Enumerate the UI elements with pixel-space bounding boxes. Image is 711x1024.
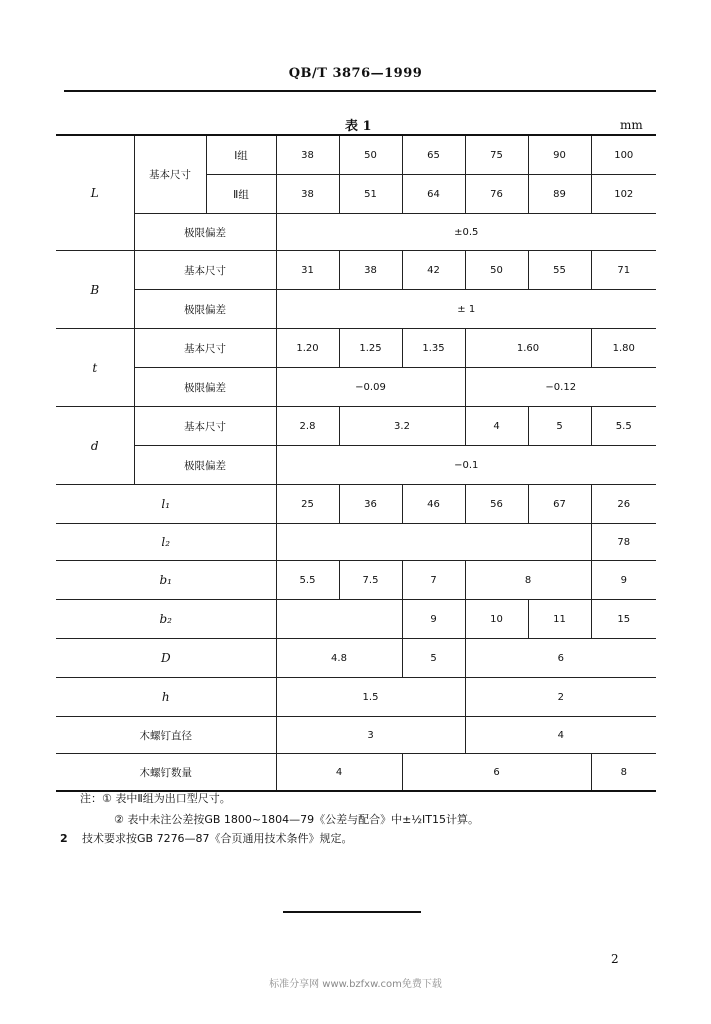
standard-code-header: QB/T 3876—1999 [288,66,423,81]
table-cell: 50 [339,135,402,175]
group1-label: Ⅰ组 [206,135,276,175]
table-cell: 5 [402,639,465,678]
table-cell: 31 [276,251,339,290]
table-cell: 100 [591,135,656,175]
table-row [56,678,656,717]
table-cell: 1.20 [276,329,339,368]
label-D: D [56,639,276,678]
B-deviation-label: 极限偏差 [134,290,276,329]
table-row [56,754,656,792]
table-cell: 4 [465,717,656,754]
table-row [56,251,656,290]
table-row [56,329,656,368]
section-2 [60,830,353,846]
table-cell: 2.8 [276,407,339,446]
table-cell: 15 [591,600,656,639]
L-deviation: ±0.5 [276,214,656,251]
t-deviation-label: 极限偏差 [134,368,276,407]
table-cell: 9 [402,600,465,639]
table-cell: 10 [465,600,528,639]
table-cell: 1.80 [591,329,656,368]
table-cell: 11 [528,600,591,639]
table-cell: 4.8 [276,639,402,678]
d-deviation-label: 极限偏差 [134,446,276,485]
table-cell: 4 [276,754,402,792]
table-cell: 26 [591,485,656,524]
L-deviation-label: 极限偏差 [134,214,276,251]
table-cell: 51 [339,175,402,214]
label-b2: b₂ [56,600,276,639]
table-cell: 25 [276,485,339,524]
t-deviation-a: −0.09 [276,368,465,407]
label-screw-diameter: 木螺钉直径 [56,717,276,754]
table-cell: 78 [591,524,656,561]
table-cell: 55 [528,251,591,290]
table-cell: 2 [465,678,656,717]
d-deviation: −0.1 [276,446,656,485]
table-row [56,639,656,678]
end-rule [283,911,421,913]
table-unit: mm [620,118,643,132]
d-basic-label: 基本尺寸 [134,407,276,446]
table-cell: 42 [402,251,465,290]
table-cell: 1.5 [276,678,465,717]
page-number: 2 [611,952,619,966]
table-cell: 4 [465,407,528,446]
table-cell: 38 [276,135,339,175]
table-cell: 56 [465,485,528,524]
symbol-d: d [56,407,134,485]
label-b1: b₁ [56,561,276,600]
table-notes [80,788,479,830]
table-row [56,407,656,446]
table-cell: 1.25 [339,329,402,368]
table-caption: 表 1 [345,119,372,134]
table-cell: 5.5 [591,407,656,446]
label-l1: l₁ [56,485,276,524]
table-cell: 71 [591,251,656,290]
table-cell: 8 [591,754,656,792]
label-l2: l₂ [56,524,276,561]
section-number: 2 [60,832,68,845]
table-cell: 89 [528,175,591,214]
table-cell: 90 [528,135,591,175]
watermark-footer: 标准分享网 www.bzfxw.com免费下载 [269,979,442,990]
table-cell: 9 [591,561,656,600]
table-row [56,368,656,407]
table-cell-empty [276,524,591,561]
B-basic-label: 基本尺寸 [134,251,276,290]
table-cell: 76 [465,175,528,214]
label-screw-count: 木螺钉数量 [56,754,276,792]
t-basic-label: 基本尺寸 [134,329,276,368]
table-cell: 67 [528,485,591,524]
table-cell: 1.60 [465,329,591,368]
table-row [56,446,656,485]
table-cell: 36 [339,485,402,524]
note-2: ② 表中未注公差按GB 1800~1804—79《公差与配合》中±½IT15计算。 [114,813,479,826]
table-cell: 64 [402,175,465,214]
section-text: 技术要求按GB 7276—87《合页通用技术条件》规定。 [82,832,353,845]
table-cell: 75 [465,135,528,175]
table-cell: 102 [591,175,656,214]
table-cell: 3 [276,717,465,754]
table-cell: 65 [402,135,465,175]
group2-label: Ⅱ组 [206,175,276,214]
B-deviation: ± 1 [276,290,656,329]
table-row [56,214,656,251]
table-cell: 38 [276,175,339,214]
table-cell: 6 [465,639,656,678]
table-cell: 7 [402,561,465,600]
table-row [56,717,656,754]
table-cell: 5.5 [276,561,339,600]
table-row [56,485,656,524]
label-h: h [56,678,276,717]
header-rule [64,90,656,92]
table-cell: 5 [528,407,591,446]
symbol-t: t [56,329,134,407]
t-deviation-b: −0.12 [465,368,656,407]
symbol-L: L [56,135,134,251]
table-cell: 50 [465,251,528,290]
table-cell: 1.35 [402,329,465,368]
dimension-table [56,134,656,792]
note-1: 注：① 表中Ⅱ组为出口型尺寸。 [80,792,231,805]
table-row [56,524,656,561]
table-cell-empty [276,600,402,639]
table-row [56,561,656,600]
table-cell: 7.5 [339,561,402,600]
table-row [56,600,656,639]
table-cell: 3.2 [339,407,465,446]
L-basic-label: 基本尺寸 [134,135,206,214]
symbol-B: B [56,251,134,329]
table-row [56,135,656,175]
table-cell: 38 [339,251,402,290]
table-row [56,290,656,329]
table-cell: 46 [402,485,465,524]
table-cell: 8 [465,561,591,600]
table-cell: 6 [402,754,591,792]
